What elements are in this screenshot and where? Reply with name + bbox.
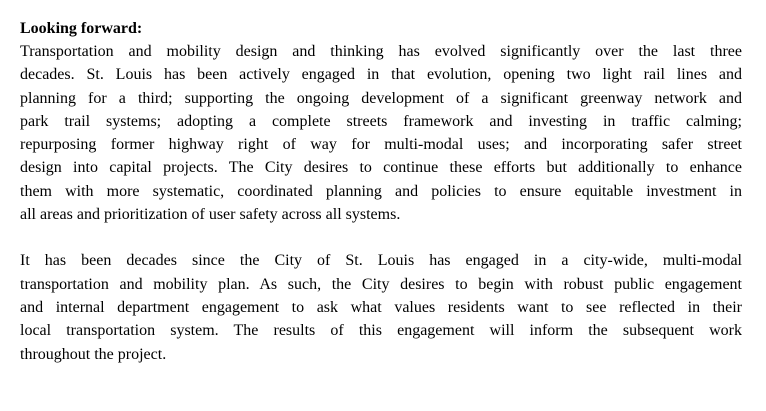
paragraph-line: decades. St. Louis has been actively engaged in that evolution, opening two light rail lines and: [20, 66, 742, 84]
paragraph-line: It has been decades since the City of St. Louis has engaged in a city-wide, multi-modal: [20, 252, 742, 270]
paragraph-line: design into capital projects. The City desires to continue these efforts but additionally to enhance: [20, 159, 742, 177]
paragraph-city-wide-plan: [20, 249, 742, 365]
paragraph-line: them with more systematic, coordinated planning and policies to ensure equitable investment in: [20, 182, 742, 200]
section-heading: Looking forward:: [20, 20, 143, 37]
document-page: [20, 17, 742, 366]
paragraph-line: transportation and mobility plan. As such, the City desires to begin with robust public engagement: [20, 275, 742, 293]
paragraph-line: throughout the project.: [20, 345, 167, 363]
paragraph-line: and internal department engagement to ask what values residents want to see reflected in their: [20, 298, 742, 316]
paragraph-looking-forward: [20, 40, 742, 226]
paragraph-line: planning for a third; supporting the ongoing development of a significant greenway network and: [20, 89, 742, 107]
paragraph-line: local transportation system. The results of this engagement will inform the subsequent work: [20, 322, 742, 340]
paragraph-line: Transportation and mobility design and thinking has evolved significantly over the last three: [20, 43, 742, 60]
paragraph-line: park trail systems; adopting a complete streets framework and investing in traffic calming;: [20, 112, 742, 130]
paragraph-line: repurposing former highway right of way for multi-modal uses; and incorporating safer street: [20, 136, 742, 154]
paragraph-line: all areas and prioritization of user safety across all systems.: [20, 206, 401, 224]
